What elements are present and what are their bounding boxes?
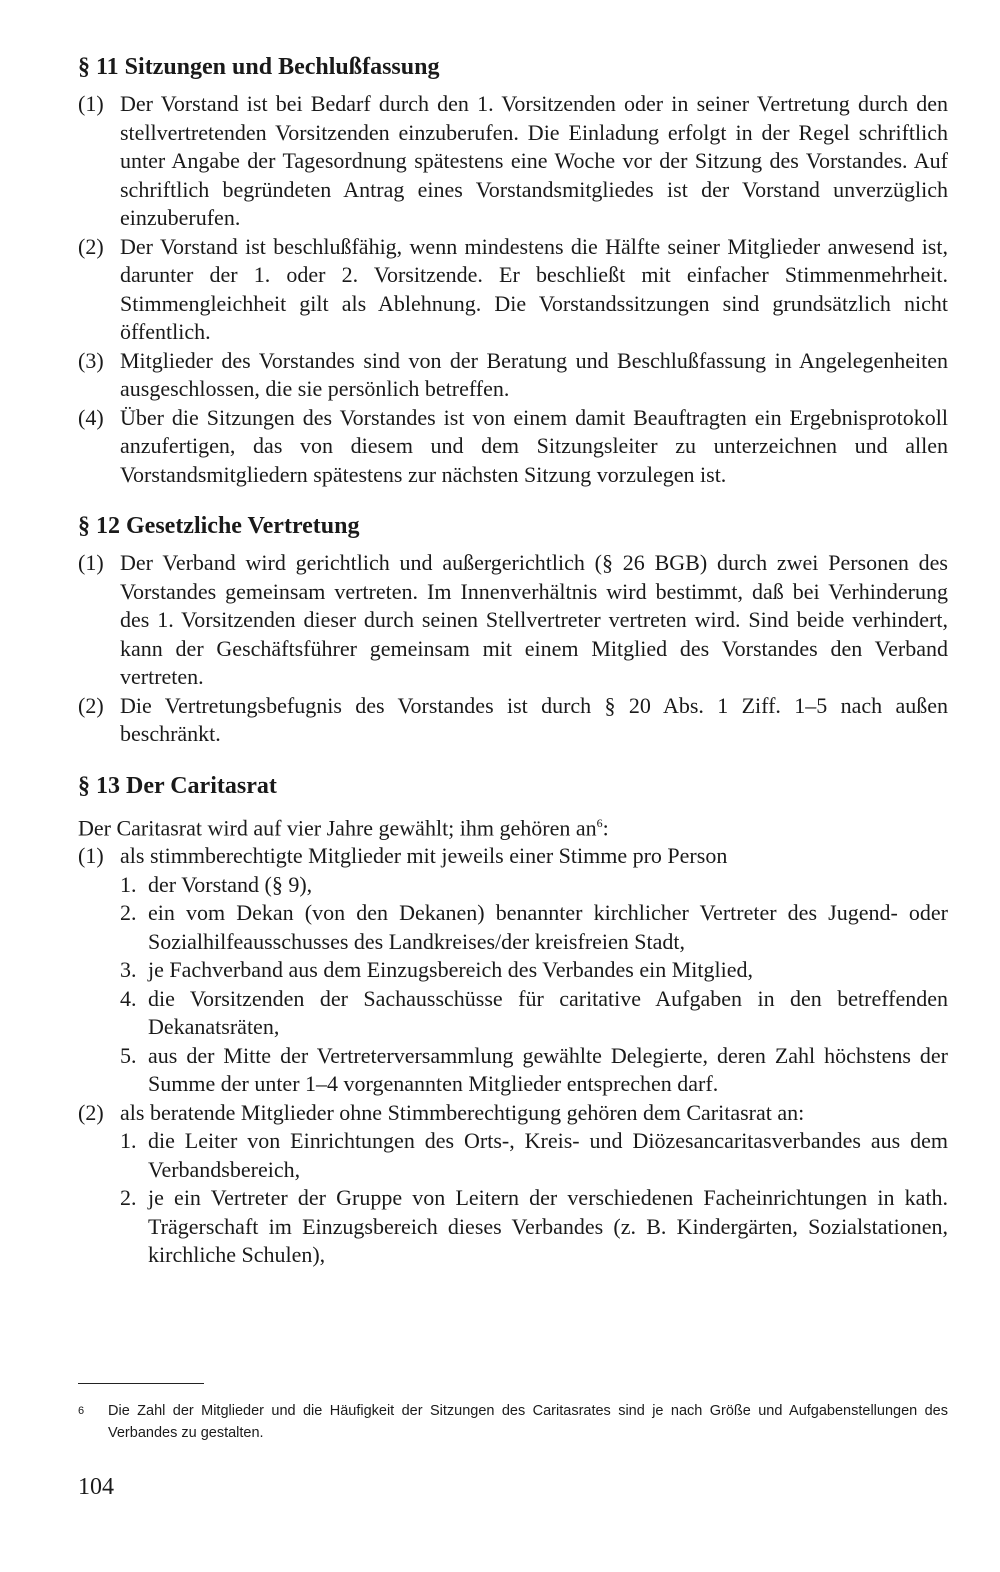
s13-p1-item-2 [120,899,948,956]
s13-paragraph-2-number: (2) [78,1099,104,1125]
s13-intro-end: : [602,814,609,840]
s13-p1-item-1-number: 1. [120,871,137,897]
s12-paragraph-1 [78,549,948,692]
s11-paragraph-1-number: (1) [78,91,104,116]
section-12 [78,511,948,749]
s11-paragraph-2-number: (2) [78,233,104,259]
s13-paragraph-2 [78,1099,948,1128]
s12-paragraph-2 [78,692,948,749]
footnote [78,1400,948,1444]
footnote-reference: 6 [596,815,603,830]
s13-p1-item-3 [120,956,948,985]
s13-p2-item-1-number: 1. [120,1128,137,1154]
s11-paragraph-4-text: Über die Sitzungen des Vorstandes ist von einem damit Beauftragten ein Ergebnisprotokoll anzufertigen, das von diesem und dem Sitzungsleiter zu unterzeichnen und allen Vorstandsmitgliedern spätestens zur nächsten Sitzung vorzulegen ist. [120,404,948,487]
footnote-mark: 6 [78,1405,85,1417]
s13-paragraph-1-number: (1) [78,843,104,869]
s13-p1-item-1 [120,871,948,900]
s13-p1-item-4-number: 4. [120,985,137,1011]
s13-p1-item-4 [120,985,948,1042]
document-page [78,52,948,1292]
s13-paragraph-1-text: als stimmberechtigte Mitglieder mit jeweils einer Stimme pro Person [120,843,728,869]
s13-p2-item-1-text: die Leiter von Einrichtungen des Orts-, Kreis- und Diözesancaritasverbandes aus dem Verbandsbereich, [148,1128,948,1182]
footnote-divider [78,1383,204,1384]
s11-paragraph-2-text: Der Vorstand ist beschlußfähig, wenn mindestens die Hälfte seiner Mitglieder anwesend ist, darunter der 1. oder 2. Vorsitzende. Er beschließt mit einfacher Stimmenmehrheit. Stimmengleichheit gilt als Ablehnung. Die Vorstandssitzungen sind grundsätzlich nicht öffentlich. [120,233,948,344]
s13-p2-item-2-number: 2. [120,1185,137,1211]
section-13 [78,771,948,1270]
s11-paragraph-2 [78,233,948,347]
s13-p1-item-2-text: ein vom Dekan (von den Dekanen) benannter kirchlicher Vertreter des Jugend- oder Sozialhilfeausschusses des Landkreises/der kreisfreien Stadt, [148,900,948,954]
s13-p1-item-1-text: der Vorstand (§ 9), [148,871,313,897]
s11-paragraph-4-number: (4) [78,404,104,430]
section-11-heading: § 11 Sitzungen und Bechlußfassung [78,54,440,80]
s11-paragraph-3 [78,347,948,404]
s13-p1-item-2-number: 2. [120,900,137,926]
s13-p2-item-2 [120,1184,948,1270]
footnote-text: Die Zahl der Mitglieder und die Häufigkeit der Sitzungen des Caritasrates sind je nach Größe und Aufgabenstellungen des Verbandes zu gestalten. [108,1403,948,1441]
section-13-heading: § 13 Der Caritasrat [78,772,277,799]
s12-paragraph-1-number: (1) [78,550,104,575]
s13-p1-item-4-text: die Vorsitzenden der Sachausschüsse für caritative Aufgaben in den betreffenden Dekanatsräten, [148,985,948,1040]
section-12-heading: § 12 Gesetzliche Vertretung [78,513,360,539]
s11-paragraph-1 [78,90,948,233]
s13-p2-item-2-text: je ein Vertreter der Gruppe von Leitern der verschiedenen Facheinrichtungen in kath. Trägerschaft im Einzugsbereich dieses Verbandes (z. B. Kindergärten, Sozialstationen, kirchliche Schulen), [148,1185,948,1268]
s13-paragraph-1 [78,842,948,871]
s13-p1-item-3-number: 3. [120,957,137,983]
section-11 [78,52,948,489]
s13-p1-item-5-number: 5. [120,1042,137,1068]
s13-intro [78,809,948,843]
s12-paragraph-2-number: (2) [78,692,104,718]
s12-paragraph-2-text: Die Vertretungsbefugnis des Vorstandes ist durch § 20 Abs. 1 Ziff. 1–5 nach außen beschränkt. [120,692,948,746]
s13-p2-item-1 [120,1127,948,1184]
s11-paragraph-1-text: Der Vorstand ist bei Bedarf durch den 1. Vorsitzenden oder in seiner Vertretung durch den stellvertretenden Vorsitzenden einzuberufen. Die Einladung erfolgt in der Regel schriftlich unter Angabe der Tagesordnung spätestens eine Woche vor der Sitzung des Vorstandes. Auf schriftlich begründeten Antrag eines Vorstandsmitgliedes ist der Vorstand unverzüglich einzuberufen. [120,91,948,230]
s13-p1-item-5 [120,1042,948,1099]
s13-p1-item-5-text: aus der Mitte der Vertreterversammlung gewählte Delegierte, deren Zahl höchstens der Summe der unter 1–4 vorgenannten Mitglieder entsprechen darf. [148,1042,948,1097]
page-number: 104 [78,1474,114,1500]
s13-p1-item-3-text: je Fachverband aus dem Einzugsbereich des Verbandes ein Mitglied, [148,957,754,983]
s11-paragraph-4 [78,404,948,490]
s11-paragraph-3-number: (3) [78,347,104,373]
s13-intro-text: Der Caritasrat wird auf vier Jahre gewählt; ihm gehören an [78,814,597,840]
s13-paragraph-2-text: als beratende Mitglieder ohne Stimmberechtigung gehören dem Caritasrat an: [120,1099,805,1125]
s11-paragraph-3-text: Mitglieder des Vorstandes sind von der Beratung und Beschlußfassung in Angelegenheiten ausgeschlossen, die sie persönlich betreffen. [120,347,948,401]
s12-paragraph-1-text: Der Verband wird gerichtlich und außergerichtlich (§ 26 BGB) durch zwei Personen des Vorstandes gemeinsam vertreten. Im Innenverhältnis wird bestimmt, daß bei Verhinderung des 1. Vorsitzenden dieser durch seinen Stellvertreter vertreten wird. Sind beide verhindert, kann der Geschäftsführer gemeinsam mit einem Mitglied des Vorstandes den Verband vertreten. [120,550,948,689]
